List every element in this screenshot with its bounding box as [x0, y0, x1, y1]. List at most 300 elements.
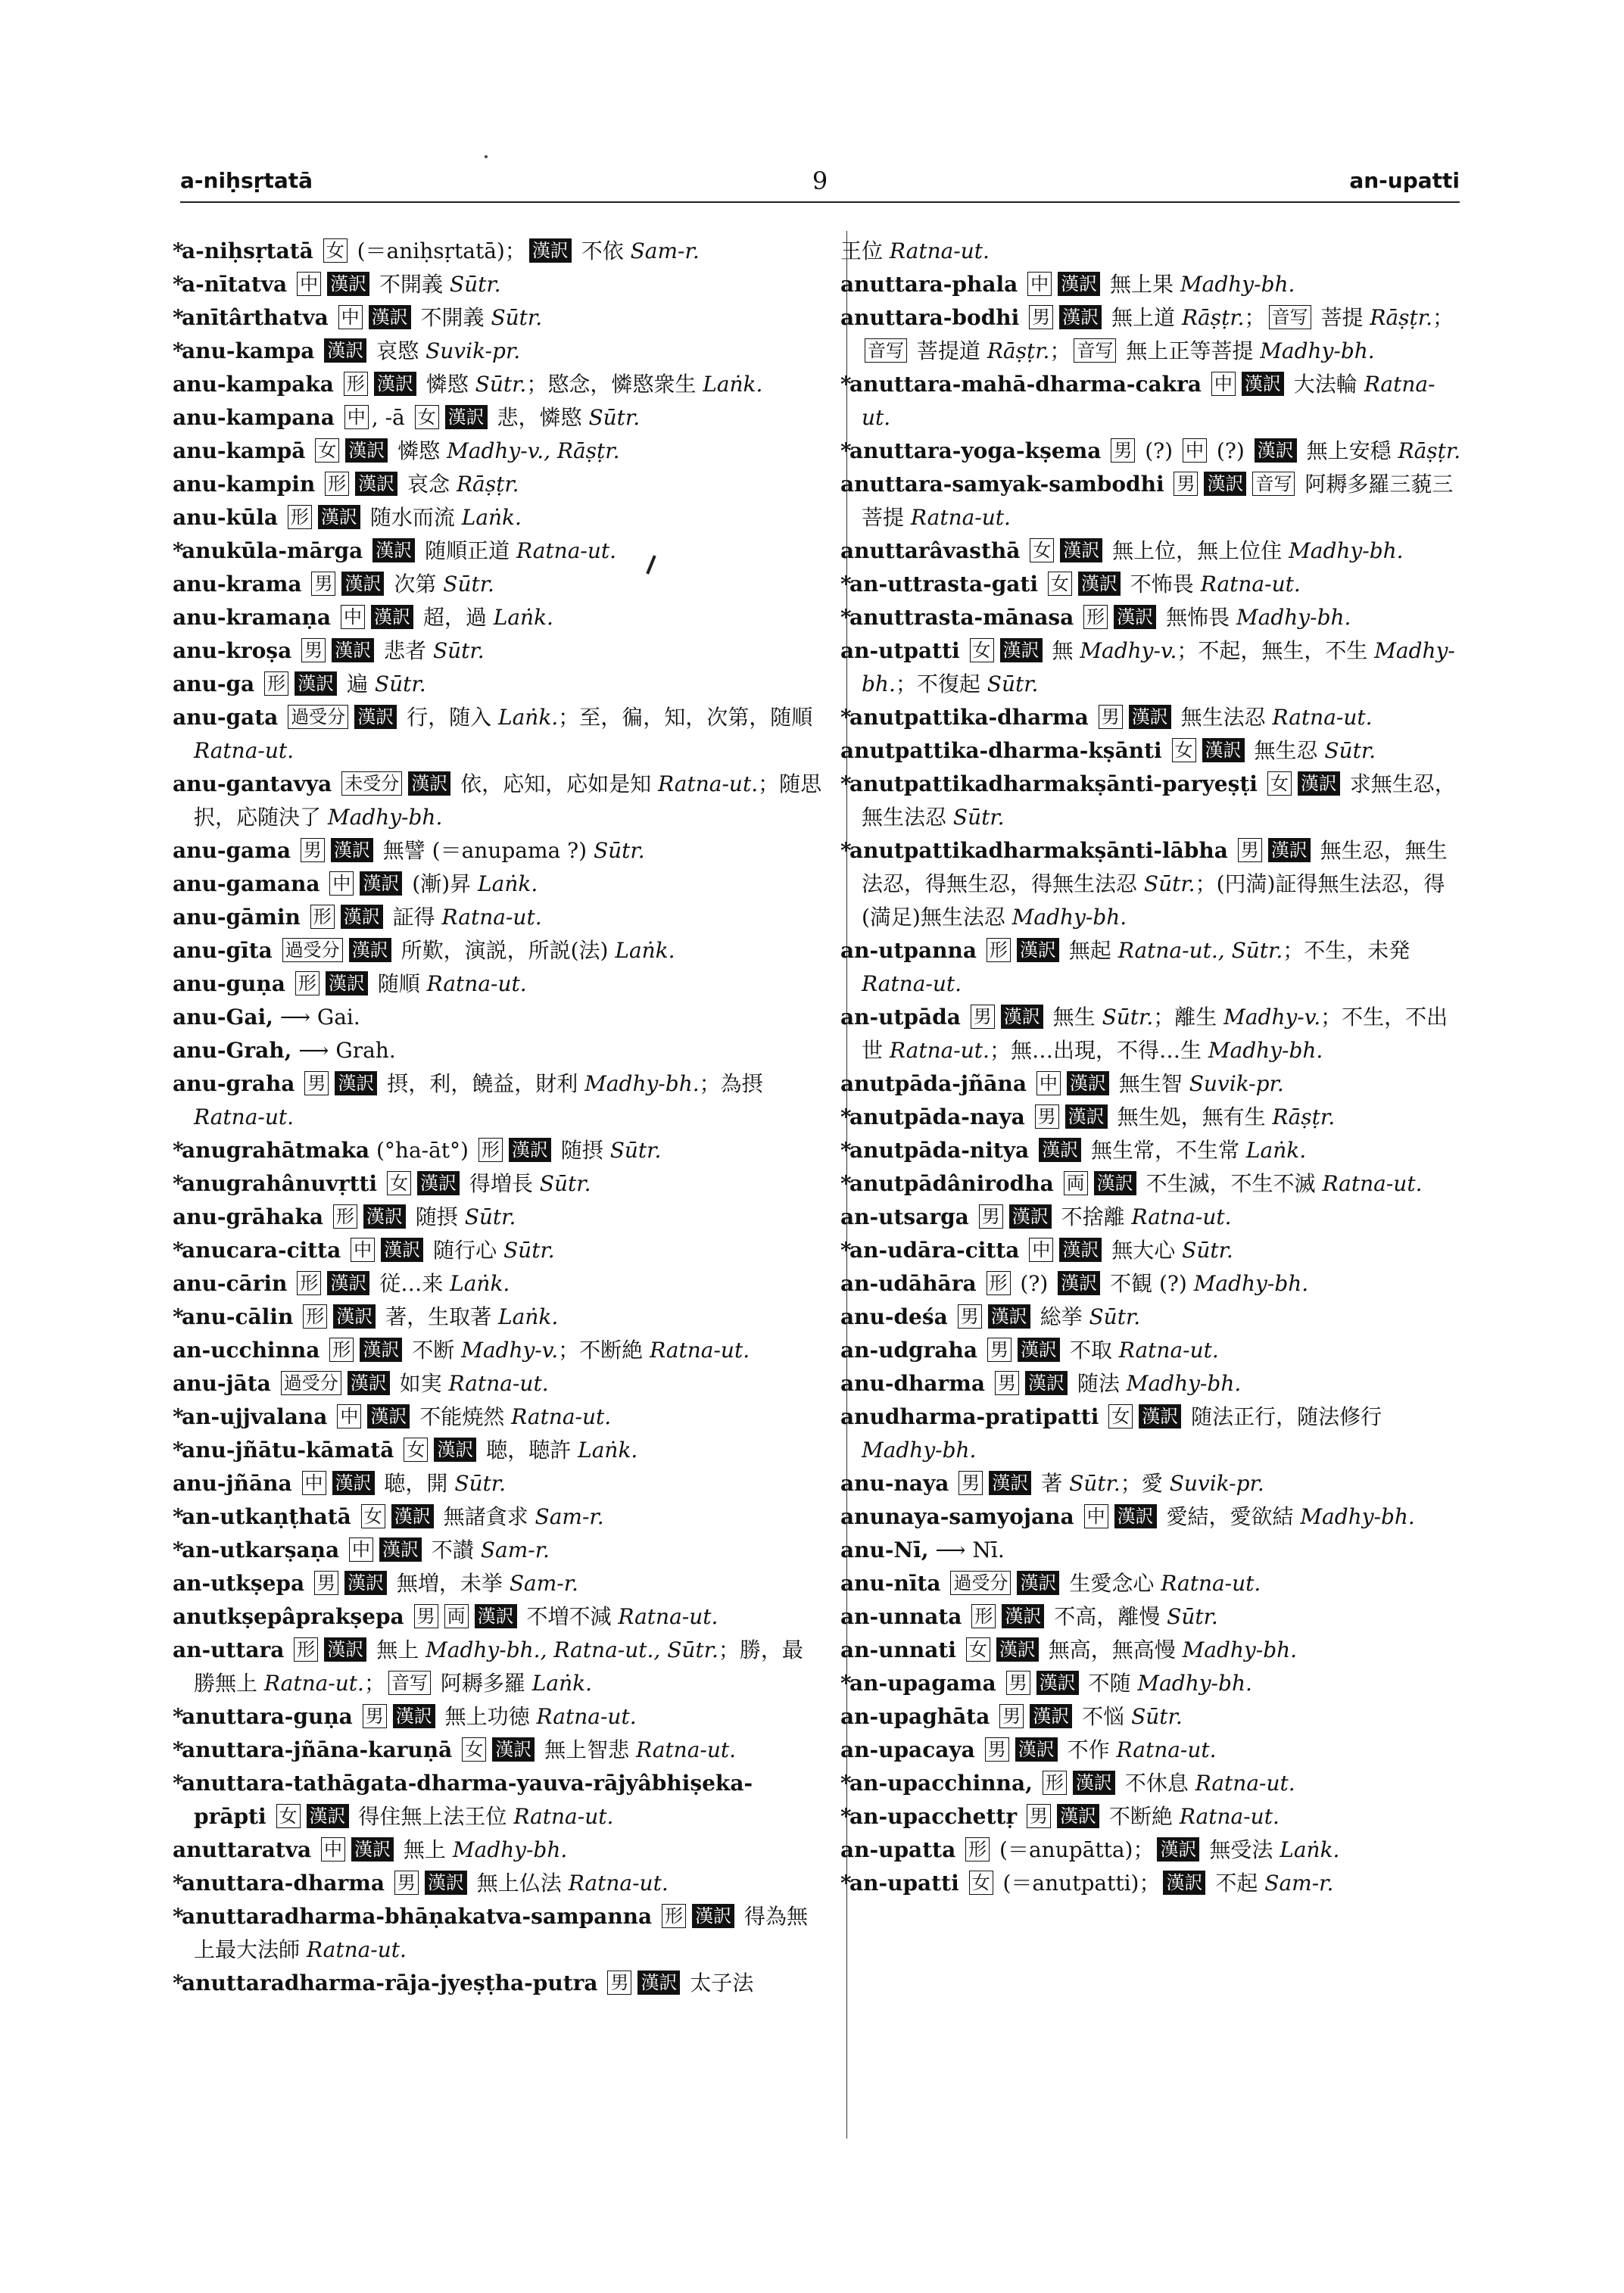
dictionary-entry [173, 634, 824, 668]
new-entry-asterisk: * [173, 1971, 184, 1995]
headword: anu-deśa [840, 1304, 948, 1329]
grammar-tag: 男 [394, 1871, 419, 1895]
headword: anuttara-tathāgata-dharma-yauva-rājyâbhiṣeka-prāpti [182, 1771, 753, 1829]
headword: an-upagama [849, 1671, 996, 1696]
new-entry-asterisk: * [840, 1238, 852, 1263]
grammar-tag: 男 [301, 638, 326, 662]
dictionary-entry [840, 1201, 1461, 1234]
translation-tag: 漢訳 [434, 1438, 476, 1462]
dictionary-entry [173, 235, 824, 268]
headword: anu-jñātu-kāmatā [182, 1438, 394, 1463]
translation-tag: 漢訳 [1060, 538, 1102, 562]
dictionary-entry [840, 701, 1461, 734]
source-citation: Laṅk. [450, 1271, 510, 1296]
definition-text: (?) [1138, 438, 1180, 463]
definition-text: 如実 [392, 1371, 449, 1396]
definition-text: ；無…出現，不得…生 [989, 1038, 1208, 1063]
source-citation: Ratna-ut. [658, 771, 759, 796]
definition-text: 無上 [397, 1837, 453, 1862]
translation-tag: 漢訳 [367, 1404, 410, 1428]
grammar-tag: 男 [304, 1071, 329, 1095]
source-citation: Ratna-ut. [1179, 1804, 1280, 1829]
dictionary-entry [840, 1833, 1461, 1867]
definition-text: 不取 [1062, 1338, 1119, 1363]
new-entry-asterisk: * [173, 1238, 184, 1263]
grammar-tag: 中 [1084, 1504, 1108, 1528]
grammar-tag: 男 [1238, 838, 1262, 862]
grammar-tag: 過受分 [950, 1571, 1011, 1595]
dictionary-entry [840, 1334, 1461, 1367]
translation-tag: 漢訳 [348, 1371, 390, 1395]
dictionary-entry [173, 1134, 824, 1167]
grammar-tag: 女 [1030, 538, 1054, 562]
definition-text: 無上 [369, 1637, 426, 1662]
source-citation: Sūtr. [1089, 1304, 1141, 1329]
dictionary-entry [840, 1067, 1461, 1101]
source-citation: Sūtr. [491, 305, 543, 330]
definition-text: 随法 [1070, 1371, 1127, 1396]
dictionary-entry [840, 1634, 1461, 1667]
dictionary-entry [173, 668, 824, 701]
grammar-tag: 女 [969, 1871, 993, 1895]
grammar-tag: 過受分 [281, 1371, 341, 1395]
grammar-tag: 形 [294, 1637, 318, 1662]
grammar-tag: 男 [987, 1338, 1011, 1362]
source-citation: Rāṣṭr. [1370, 305, 1432, 330]
source-citation: Laṅk. [493, 605, 553, 630]
grammar-tag: 形 [264, 671, 288, 696]
dictionary-entry [840, 435, 1461, 468]
headword: anuttaratva [173, 1837, 312, 1862]
definition-text: 阿耨多羅三藐三菩提 [862, 472, 1454, 530]
definition-text: 不怖畏 [1123, 572, 1201, 597]
dictionary-entry [173, 768, 824, 834]
translation-tag: 漢訳 [1094, 1171, 1136, 1195]
headword: anuttaradharma-bhāṇakatva-sampanna [182, 1904, 653, 1929]
grammar-tag: 音写 [1252, 472, 1295, 496]
dictionary-entry [840, 268, 1461, 301]
translation-tag: 漢訳 [445, 405, 488, 429]
translation-tag: 漢訳 [1039, 1138, 1081, 1162]
new-entry-asterisk: * [840, 1671, 852, 1696]
source-citation: Madhy-v. [1223, 1005, 1321, 1030]
source-citation: Rāṣṭr. [456, 472, 519, 497]
headword: anugrahânuvṛtti [182, 1171, 378, 1196]
dictionary-entry [173, 1767, 824, 1833]
headword: an-upacchinna, [849, 1771, 1033, 1796]
dictionary-entry [173, 1201, 824, 1234]
definition-text: 不高，離慢 [1047, 1604, 1167, 1629]
source-citation: Madhy-bh. [1011, 905, 1127, 930]
grammar-tag: 中 [351, 1238, 375, 1262]
dictionary-entry [840, 834, 1461, 934]
new-entry-asterisk: * [173, 238, 184, 263]
definition-text: ；愛 [1120, 1471, 1170, 1496]
dictionary-entry [173, 1267, 824, 1301]
definition-text: 不悩 [1075, 1704, 1132, 1729]
grammar-tag: 男 [1006, 1671, 1030, 1695]
definition-text: 無上功徳 [438, 1704, 537, 1729]
dictionary-entry [840, 1167, 1461, 1201]
grammar-tag: 男 [999, 1704, 1024, 1728]
translation-tag: 漢訳 [1129, 705, 1171, 729]
grammar-tag: 女 [415, 405, 439, 429]
dictionary-entry [173, 1301, 824, 1334]
source-citation: Madhy-bh. [1300, 1504, 1415, 1529]
source-citation: Ratna-ut. [536, 1704, 637, 1729]
translation-tag: 漢訳 [1114, 1504, 1157, 1528]
grammar-tag: 男 [958, 1304, 982, 1329]
grammar-tag: 両 [1064, 1171, 1088, 1195]
definition-text: 超，過 [416, 605, 494, 630]
right-column [840, 235, 1461, 1900]
translation-tag: 漢訳 [1000, 638, 1043, 662]
grammar-tag: 男 [995, 1371, 1019, 1395]
definition-text: 愛結，愛欲結 [1159, 1504, 1301, 1529]
source-citation: Ratna-ut. [1272, 705, 1373, 730]
source-citation: Rāṣṭr. [1398, 438, 1461, 463]
dictionary-entry [173, 601, 824, 634]
new-entry-asterisk: * [173, 1504, 184, 1529]
definition-text: 無上智悲 [538, 1737, 637, 1762]
definition-text: 無生法忍 [1174, 705, 1273, 730]
headword: anu-nīta [840, 1571, 941, 1596]
dictionary-entry [173, 1234, 824, 1267]
dictionary-entry [840, 568, 1461, 601]
grammar-tag: 男 [363, 1704, 387, 1728]
headword: anutpattika-dharma [849, 705, 1089, 730]
translation-tag: 漢訳 [360, 1338, 402, 1362]
dictionary-entry [840, 1467, 1461, 1500]
translation-tag: 漢訳 [1114, 605, 1156, 629]
grammar-tag: 音写 [1269, 305, 1311, 329]
source-citation: Sūtr. [1324, 738, 1376, 763]
translation-tag: 漢訳 [345, 438, 388, 463]
new-entry-asterisk: * [173, 1871, 184, 1896]
definition-text: 不断絶 [1102, 1804, 1180, 1829]
translation-tag: 漢訳 [1058, 1271, 1100, 1295]
translation-tag: 漢訳 [324, 1637, 366, 1662]
definition-text: ；勝，最勝無上 [194, 1637, 803, 1696]
grammar-tag: 男 [1174, 472, 1198, 496]
definition-text: 不依 [574, 238, 631, 263]
dictionary-entry [173, 901, 824, 934]
translation-tag: 漢訳 [1065, 1104, 1108, 1129]
source-citation: Ratna-ut. [194, 738, 295, 763]
headword: anu-jāta [173, 1371, 271, 1396]
grammar-tag: 形 [329, 1338, 354, 1362]
headword: anu-gamana [173, 871, 320, 896]
definition-text: (＝anutpatti)； [996, 1871, 1161, 1896]
definition-text: 大法輪 [1286, 372, 1364, 397]
headword: anu-kampā [173, 438, 306, 463]
translation-tag: 漢訳 [1009, 1204, 1052, 1229]
definition-text: ；愍念，憐愍衆生 [526, 372, 703, 397]
new-entry-asterisk: * [173, 1438, 184, 1463]
dictionary-entry [173, 1600, 824, 1634]
new-entry-asterisk: * [173, 1138, 184, 1163]
grammar-tag: 形 [325, 472, 349, 496]
dictionary-entry [840, 368, 1461, 435]
definition-text: 悲，憐愍 [490, 405, 589, 430]
source-citation: Suvik-pr. [425, 338, 521, 363]
headword: anu-Grah, [173, 1038, 292, 1063]
definition-text: 無起 [1061, 938, 1118, 963]
definition-text: 無 [1045, 638, 1080, 663]
source-citation: Madhy-bh. [1289, 538, 1404, 563]
source-citation: Ratna-ut. [650, 1338, 750, 1363]
grammar-tag: 中 [1027, 272, 1052, 296]
headword: anu-gantavya [173, 771, 332, 796]
source-citation: Sūtr. [1131, 1704, 1183, 1729]
definition-text: 得住無上法王位 [351, 1804, 514, 1829]
translation-tag: 漢訳 [344, 1571, 387, 1595]
dictionary-entry [173, 834, 824, 868]
definition-text: 無増，未挙 [390, 1571, 510, 1596]
source-citation: Madhy-bh., Ratna-ut., Sūtr. [425, 1637, 718, 1662]
translation-tag: 漢訳 [1255, 438, 1297, 463]
grammar-tag: 男 [314, 1571, 338, 1595]
grammar-tag: 男 [1029, 305, 1053, 329]
translation-tag: 漢訳 [988, 1304, 1030, 1329]
grammar-tag: 女 [404, 1438, 428, 1462]
grammar-tag: 中 [297, 272, 321, 296]
source-citation: Madhy-v. [461, 1338, 559, 1363]
dictionary-entry [840, 1134, 1461, 1167]
definition-text: ；不断絶 [558, 1338, 650, 1363]
translation-tag: 漢訳 [360, 871, 402, 896]
definition-text: 無高，無高慢 [1041, 1637, 1183, 1662]
grammar-tag: 女 [1108, 1404, 1133, 1428]
definition-text: ； [1432, 305, 1454, 330]
headword: a-nītatva [182, 272, 288, 297]
dictionary-entry [840, 1400, 1461, 1467]
source-citation: Sam-r. [535, 1504, 604, 1529]
headword: anu-gama [173, 838, 291, 863]
source-citation: Ratna-ut. [263, 1671, 364, 1696]
source-citation: Suvik-pr. [1169, 1471, 1264, 1496]
definition-text: 不能焼然 [413, 1404, 512, 1429]
headword: anu-Nī, [840, 1537, 929, 1562]
source-citation: Laṅk. [1280, 1837, 1340, 1862]
dictionary-entry [173, 1434, 824, 1467]
dictionary-entry [173, 934, 824, 967]
new-entry-asterisk: * [840, 705, 852, 730]
translation-tag: 漢訳 [1073, 1771, 1115, 1795]
source-citation: Ratna-ut. [1195, 1771, 1295, 1796]
definition-text: 哀愍 [369, 338, 426, 363]
dictionary-entry [173, 1067, 824, 1134]
definition-text: 不生滅，不生不滅 [1139, 1171, 1323, 1196]
definition-text: 無怖畏 [1159, 605, 1236, 630]
definition-text: (＝aniḥsṛtatā)； [350, 238, 526, 263]
definition-text: 不断 [405, 1338, 462, 1363]
headword: an-unnata [840, 1604, 962, 1629]
dictionary-entry [840, 1101, 1461, 1134]
grammar-tag: 女 [361, 1504, 385, 1528]
source-citation: Laṅk. [498, 1304, 559, 1329]
source-citation: Sam-r. [630, 238, 700, 263]
definition-text: 無諸貪求 [436, 1504, 535, 1529]
source-citation: Sūtr. [449, 272, 501, 297]
definition-text: 所歎，演説，所説(法) [394, 938, 616, 963]
headword: anu-kampaka [173, 372, 334, 397]
source-citation: Ratna-ut. [636, 1737, 737, 1762]
definition-text: 無生忍，無生法忍，得無生忍，得無生法忍 [862, 838, 1448, 896]
grammar-tag: 形 [1043, 1771, 1067, 1795]
translation-tag: 漢訳 [327, 272, 369, 296]
dictionary-entry [173, 1034, 824, 1067]
definition-text: 不開義 [372, 272, 450, 297]
source-citation: Laṅk. [615, 938, 675, 963]
translation-tag: 漢訳 [1025, 1371, 1068, 1395]
headword: an-utkṣepa [173, 1571, 305, 1596]
source-citation: Ratna-ut. [889, 1038, 990, 1063]
dictionary-entry [840, 1567, 1461, 1600]
headword: anutpattikadharmakṣānti-paryeṣṭi [849, 771, 1258, 796]
headword: anucara-citta [182, 1238, 341, 1263]
grammar-tag: 男 [985, 1737, 1009, 1762]
source-citation: Madhy-bh. [452, 1837, 568, 1862]
definition-text: 随水而流 [363, 505, 462, 530]
source-citation: Laṅk. [531, 1671, 592, 1696]
definition-text: 次第 [387, 572, 444, 597]
definition-text: ⟶ Nī. [935, 1537, 1005, 1562]
new-entry-asterisk: * [840, 838, 852, 863]
dictionary-entry [840, 1367, 1461, 1400]
grammar-tag: 形 [297, 1271, 321, 1295]
new-entry-asterisk: * [173, 305, 184, 330]
grammar-tag: 女 [315, 438, 339, 463]
translation-tag: 漢訳 [332, 1471, 375, 1495]
headword: anu-dharma [840, 1371, 986, 1396]
source-citation: Ratna-ut. [1118, 1338, 1219, 1363]
headword: an-uttara [173, 1637, 285, 1662]
dictionary-entry [173, 468, 824, 501]
new-entry-asterisk: * [840, 1804, 852, 1829]
source-citation: Madhy-bh. [1182, 1637, 1298, 1662]
grammar-tag: 女 [276, 1804, 301, 1828]
source-citation: Sūtr. [1182, 1238, 1233, 1263]
headword: an-utkaṇṭhatā [182, 1504, 351, 1529]
grammar-tag: 男 [971, 1005, 995, 1029]
translation-tag: 漢訳 [1002, 1604, 1044, 1628]
source-citation: Ratna-ut. [568, 1871, 669, 1896]
headword: an-udgraha [840, 1338, 978, 1363]
dictionary-entry [173, 1467, 824, 1500]
dictionary-entry [840, 1534, 1461, 1567]
definition-text: 不随 [1081, 1671, 1138, 1696]
new-entry-asterisk: * [173, 1704, 184, 1729]
definition-text: 無生 [1046, 1005, 1102, 1030]
source-citation: Rāṣṭr. [1181, 305, 1245, 330]
headword: anu-naya [840, 1471, 949, 1496]
grammar-tag: 女 [1048, 572, 1072, 596]
definition-text: 不増不減 [519, 1604, 619, 1629]
translation-tag: 漢訳 [1059, 1238, 1102, 1262]
definition-text: 哀念 [401, 472, 457, 497]
source-citation: Ratna-ut. [511, 1404, 612, 1429]
grammar-tag: 男 [979, 1204, 1003, 1229]
headword: anuttrasta-mānasa [849, 605, 1074, 630]
grammar-tag: 中 [302, 1471, 326, 1495]
headword: anuttara-yoga-kṣema [849, 438, 1102, 463]
grammar-tag: 音写 [865, 338, 907, 363]
headword: anu-Gai, [173, 1005, 273, 1030]
new-entry-asterisk: * [173, 1171, 184, 1196]
definition-text: 不起 [1208, 1871, 1265, 1896]
translation-tag: 漢訳 [307, 1804, 349, 1828]
headword: anuttara-guṇa [182, 1704, 353, 1729]
headword: anu-guṇa [173, 971, 285, 996]
translation-tag: 漢訳 [363, 1204, 406, 1229]
dictionary-entry [173, 1900, 824, 1967]
new-entry-asterisk: * [173, 272, 184, 297]
definition-text: 無上安穏 [1299, 438, 1398, 463]
definition-text: 憐愍 [419, 372, 475, 397]
translation-tag: 漢訳 [372, 538, 415, 562]
definition-text: (＝anupātta)； [993, 1837, 1155, 1862]
headword: anudharma-pratipatti [840, 1404, 1099, 1429]
translation-tag: 漢訳 [341, 572, 384, 596]
definition-text: ； [363, 1671, 385, 1696]
source-citation: Madhy-bh. [1236, 605, 1351, 630]
grammar-tag: 中 [321, 1837, 345, 1862]
new-entry-asterisk: * [173, 1771, 184, 1796]
translation-tag: 漢訳 [371, 605, 413, 629]
source-citation: Ratna-ut. [1161, 1571, 1261, 1596]
page-number: 9 [812, 167, 828, 195]
source-citation: Rāṣṭr. [1272, 1104, 1336, 1129]
grammar-tag: 形 [987, 1271, 1011, 1295]
source-citation: Ratna-ut. [862, 971, 962, 996]
definition-text: 随摂 [553, 1138, 610, 1163]
translation-tag: 漢訳 [374, 372, 416, 396]
translation-tag: 漢訳 [326, 971, 368, 995]
speck [485, 155, 488, 158]
headword: anuttara-phala [840, 272, 1018, 297]
definition-text: 菩提 [1314, 305, 1370, 330]
definition-text: 求無生忍，無生法忍 [862, 771, 1456, 830]
new-entry-asterisk: * [840, 1104, 852, 1129]
definition-text: 摂，利，饒益，財利 [380, 1071, 585, 1096]
headword: anu-kampa [182, 338, 315, 363]
definition-text: ⟶ Grah. [298, 1038, 396, 1063]
headword: anutkṣepâprakṣepa [173, 1604, 404, 1629]
translation-tag: 漢訳 [1018, 1338, 1060, 1362]
source-citation: Sūtr. [588, 405, 641, 430]
translation-tag: 漢訳 [354, 705, 397, 729]
left-column [173, 235, 824, 2000]
source-citation: Sūtr. [952, 805, 1005, 830]
dictionary-entry [173, 435, 824, 468]
dictionary-entry [173, 967, 824, 1001]
dictionary-entry [173, 1967, 824, 2000]
dictionary-entry [840, 1767, 1461, 1800]
source-citation: Madhy-bh. [1137, 1671, 1252, 1696]
definition-text: ；不復起 [895, 671, 987, 696]
source-citation: Sūtr. [503, 1238, 555, 1263]
source-citation: Madhy-v. [1080, 638, 1177, 663]
grammar-tag: 音写 [388, 1671, 431, 1695]
headword: an-udāra-citta [849, 1238, 1020, 1263]
translation-tag: 漢訳 [332, 638, 374, 662]
source-citation: Madhy-v., Rāṣṭr. [447, 438, 620, 463]
headword: anutpattikadharmakṣānti-lābha [849, 838, 1228, 863]
source-citation: Sam-r. [480, 1537, 550, 1562]
source-citation: Laṅk. [498, 705, 559, 730]
dictionary-entry [840, 601, 1461, 634]
